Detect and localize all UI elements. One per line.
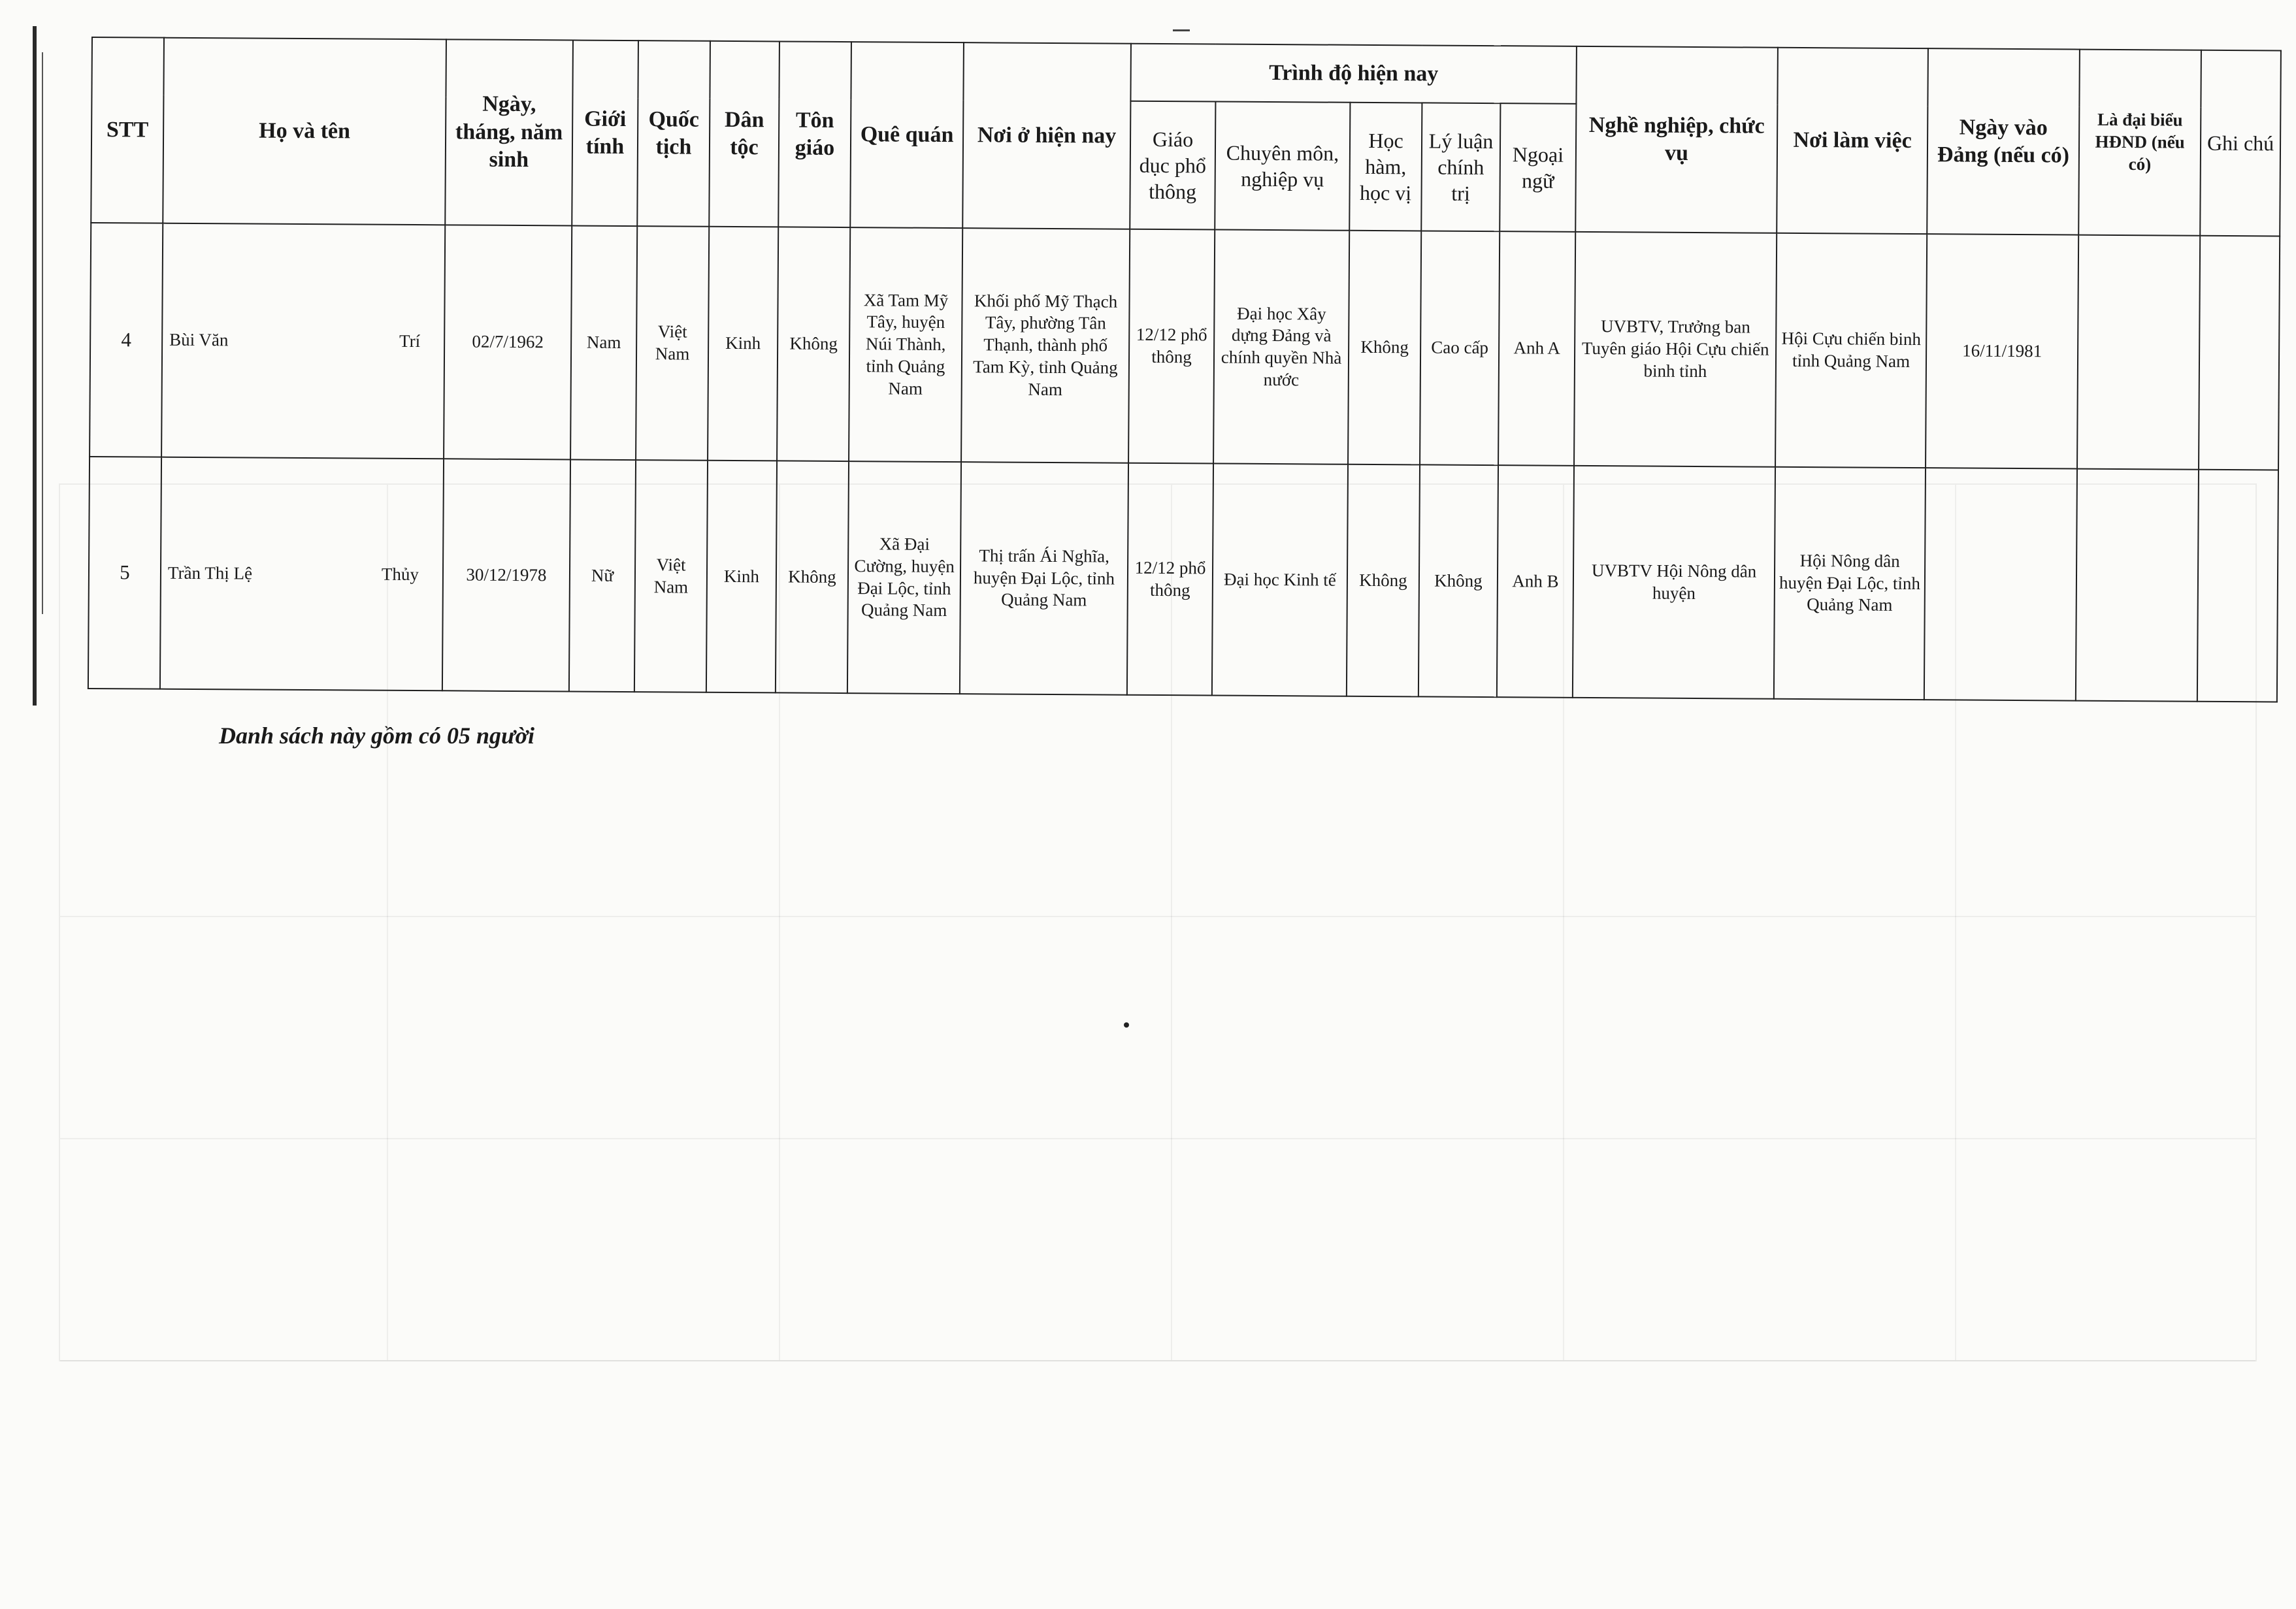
cell-stt: 5: [88, 457, 161, 689]
table-row: [88, 457, 2278, 702]
cell-stt: 4: [90, 223, 163, 457]
header-ethnicity: Dân tộc: [709, 41, 779, 227]
header-nationality: Quốc tịch: [637, 41, 710, 227]
cell-political-theory: Không: [1419, 464, 1498, 697]
cell-gender: Nữ: [569, 459, 636, 692]
cell-nationality: Việt Nam: [634, 460, 708, 692]
header-gender: Giới tính: [572, 41, 638, 227]
cell-surname: Bùi Văn: [169, 329, 229, 350]
header-hometown: Quê quán: [850, 42, 964, 228]
header-stt: STT: [91, 37, 164, 223]
header-religion: Tôn giáo: [778, 41, 851, 227]
cell-occupation: UVBTV, Trưởng ban Tuyên giáo Hội Cựu chiến binh tỉnh: [1574, 232, 1777, 467]
cell-residence: Khối phố Mỹ Thạch Tây, phường Tân Thạnh, thành phố Tam Kỳ, tỉnh Quảng Nam: [961, 228, 1130, 463]
cell-residence: Thị trấn Ái Nghĩa, huyện Đại Lộc, tỉnh Quảng Nam: [960, 462, 1128, 695]
cell-specialty: Đại học Xây dựng Đảng và chính quyền Nhà nước: [1213, 230, 1349, 464]
cell-foreign-language: Anh A: [1498, 231, 1575, 466]
cell-given-name: Thủy: [381, 564, 419, 584]
scan-mark: [1173, 29, 1190, 31]
cell-full-name: [160, 457, 444, 691]
cell-specialty: Đại học Kinh tế: [1212, 464, 1348, 696]
cell-party-join-date: [1924, 468, 2077, 700]
candidate-list-table: [88, 37, 2282, 702]
header-residence: Nơi ở hiện nay: [962, 42, 1131, 229]
header-full-name: Họ và tên: [163, 38, 446, 225]
cell-religion: Không: [777, 227, 850, 461]
scan-speck: [1124, 1022, 1129, 1028]
cell-party-join-date: 16/11/1981: [1926, 234, 2078, 468]
cell-general-education: 12/12 phổ thông: [1127, 463, 1213, 696]
header-general-education: Giáo dục phổ thông: [1130, 101, 1215, 230]
cell-general-education: 12/12 phổ thông: [1128, 229, 1215, 464]
cell-religion: Không: [776, 461, 849, 693]
cell-hometown: Xã Đại Cường, huyện Đại Lộc, tỉnh Quảng Nam: [847, 461, 961, 694]
cell-council-delegate: [2076, 469, 2199, 702]
cell-political-theory: Cao cấp: [1420, 231, 1500, 465]
header-political-theory: Lý luận chính trị: [1421, 103, 1500, 231]
page-binding-edge-inner: [42, 52, 43, 614]
header-party-join-date: Ngày vào Đảng (nếu có): [1927, 48, 2080, 235]
cell-workplace: Hội Cựu chiến binh tỉnh Quảng Nam: [1775, 233, 1927, 468]
cell-foreign-language: Anh B: [1497, 465, 1574, 698]
header-date-of-birth: Ngày, tháng, năm sinh: [445, 39, 573, 225]
cell-council-delegate: [2077, 235, 2200, 470]
cell-nationality: Việt Nam: [636, 226, 709, 461]
cell-occupation: UVBTV Hội Nông dân huyện: [1573, 466, 1775, 699]
header-council-delegate: Là đại biểu HĐND (nếu có): [2078, 50, 2201, 236]
list-summary-note: Danh sách này gồm có 05 người: [219, 723, 534, 749]
cell-notes: [2199, 236, 2280, 470]
header-education-group: Trình độ hiện nay: [1130, 44, 1577, 104]
cell-academic-title: Không: [1348, 231, 1421, 465]
header-notes: Ghi chú: [2200, 50, 2281, 236]
cell-given-name: Trí: [399, 331, 421, 351]
header-occupation: Nghề nghiệp, chức vụ: [1575, 46, 1778, 233]
cell-academic-title: Không: [1347, 464, 1420, 697]
cell-date-of-birth: 02/7/1962: [444, 225, 572, 459]
cell-notes: [2197, 470, 2278, 702]
cell-ethnicity: Kinh: [708, 227, 778, 461]
cell-workplace: Hội Nông dân huyện Đại Lộc, tỉnh Quảng Nam: [1774, 467, 1926, 700]
table-row: [90, 223, 2280, 470]
header-specialty: Chuyên môn, nghiệp vụ: [1215, 102, 1350, 231]
page-binding-edge: [33, 26, 37, 706]
cell-date-of-birth: 30/12/1978: [442, 459, 570, 691]
cell-full-name: [161, 223, 445, 459]
header-academic-title: Học hàm, học vị: [1349, 103, 1422, 231]
header-foreign-language: Ngoại ngữ: [1500, 103, 1576, 232]
cell-ethnicity: Kinh: [706, 461, 777, 693]
cell-hometown: Xã Tam Mỹ Tây, huyện Núi Thành, tỉnh Quảng Nam: [849, 227, 962, 462]
cell-gender: Nam: [570, 225, 637, 460]
header-workplace: Nơi làm việc: [1777, 48, 1928, 234]
cell-surname: Trần Thị Lệ: [167, 562, 253, 583]
